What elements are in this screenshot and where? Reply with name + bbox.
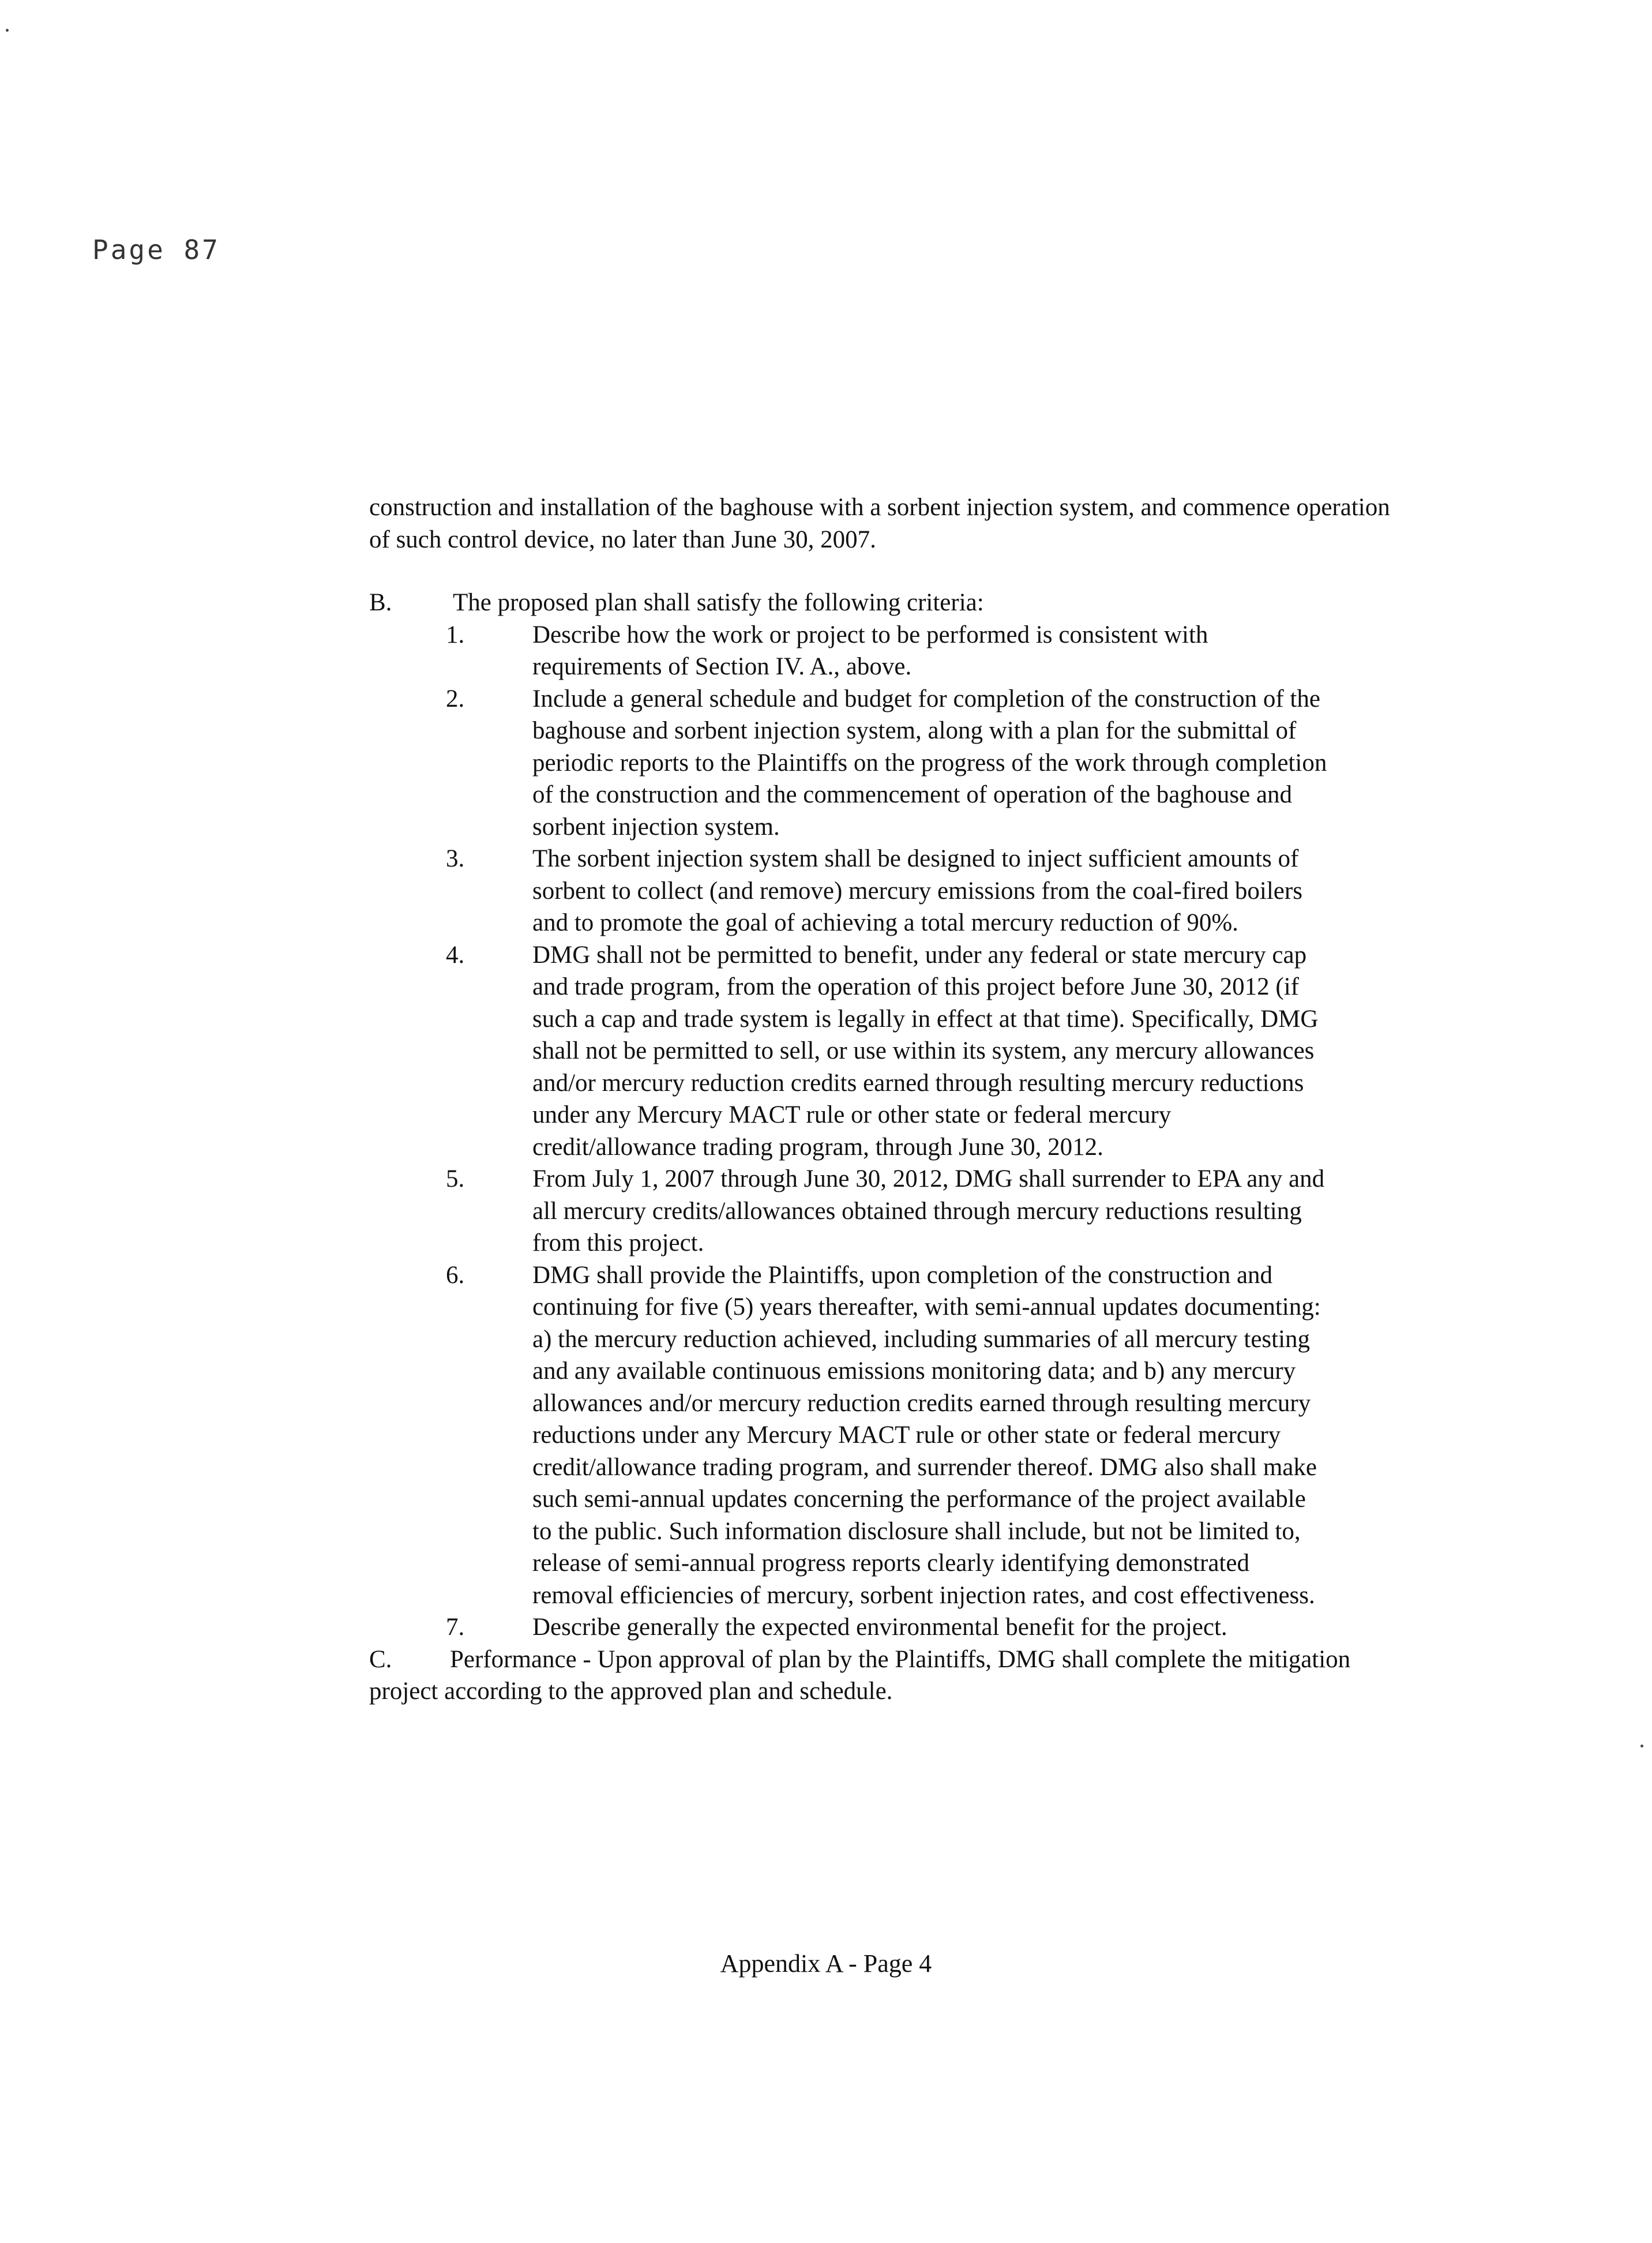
criteria-number: 6. [446,1261,465,1289]
criteria-item [446,683,1396,843]
criteria-item [446,619,1396,683]
criteria-text: From July 1, 2007 through June 30, 2012, DMG shall surrender to EPA any and all mercury credits/allowances obtained through mercury reductions resulting from this project. [532,1165,1325,1256]
section-b-letter: B. [369,589,392,616]
intro-paragraph: construction and installation of the baghouse with a sorbent injection system, and commence operation of such control device, no later than June 30, 2007. [369,494,1390,553]
criteria-text: DMG shall not be permitted to benefit, under any federal or state mercury cap and trade program, from the operation of this project before June 30, 2012 (if such a cap and trade system is legally in effect at that time). Specifically, DMG shall not be permitted to sell, or use within its system, any mercury allowances and/or mercury reduction credits earned through resulting mercury reductions under any Mercury MACT rule or other state or federal mercury credit/allowance trading program, through June 30, 2012. [532,941,1319,1161]
document-body [369,492,1396,1708]
criteria-number: 1. [446,621,465,648]
section-c-text: Performance - Upon approval of plan by the Plaintiffs, DMG shall complete the mitigation project according to the approved plan and schedule. [369,1645,1351,1705]
page-header: Page 87 [92,234,220,265]
section-b [369,587,1396,1644]
criteria-text: Describe generally the expected environmental benefit for the project. [532,1614,1227,1641]
criteria-item [446,1163,1396,1259]
criteria-text: DMG shall provide the Plaintiffs, upon completion of the construction and continuing for five (5) years thereafter, with semi-annual updates documenting: a) the mercury reduction achieved, including summaries of all mercury testing and any available continuous emissions monitoring data; and b) any mercury allowances and/or mercury reduction credits earned through resulting mercury reductions under any Mercury MACT rule or other state or federal mercury credit/allowance trading program, and surrender thereof. DMG also shall make such semi-annual updates concerning the performance of the project available to the public. Such information disclosure shall include, but not be limited to, release of semi-annual progress reports clearly identifying demonstrated removal efficiencies of mercury, sorbent injection rates, and cost effectiveness. [532,1261,1321,1609]
section-c-letter: C. [369,1645,392,1673]
criteria-item [446,939,1396,1164]
section-c [369,1644,1396,1708]
scan-speck [1640,1745,1643,1747]
criteria-number: 3. [446,845,465,872]
section-b-heading [369,587,1396,619]
criteria-list [369,619,1396,1644]
criteria-number: 5. [446,1165,465,1192]
criteria-text: Describe how the work or project to be performed is consistent with requirements of Section IV. A., above. [532,621,1208,680]
criteria-item [446,1611,1396,1644]
criteria-number: 4. [446,941,465,969]
criteria-text: Include a general schedule and budget for completion of the construction of the baghouse and sorbent injection system, along with a plan for the submittal of periodic reports to the Plaintiffs on the progress of the work through completion of the construction and the commencement of operation of the baghouse and sorbent injection system. [532,685,1327,841]
section-b-lead: The proposed plan shall satisfy the following criteria: [453,589,984,616]
scan-speck [6,29,9,32]
criteria-text: The sorbent injection system shall be designed to inject sufficient amounts of sorbent to collect (and remove) mercury emissions from the coal-fired boilers and to promote the goal of achieving a total mercury reduction of 90%. [532,845,1302,936]
criteria-number: 2. [446,685,465,712]
criteria-item [446,843,1396,939]
criteria-item [446,1259,1396,1612]
criteria-number: 7. [446,1614,465,1641]
page-footer: Appendix A - Page 4 [720,1949,932,1978]
